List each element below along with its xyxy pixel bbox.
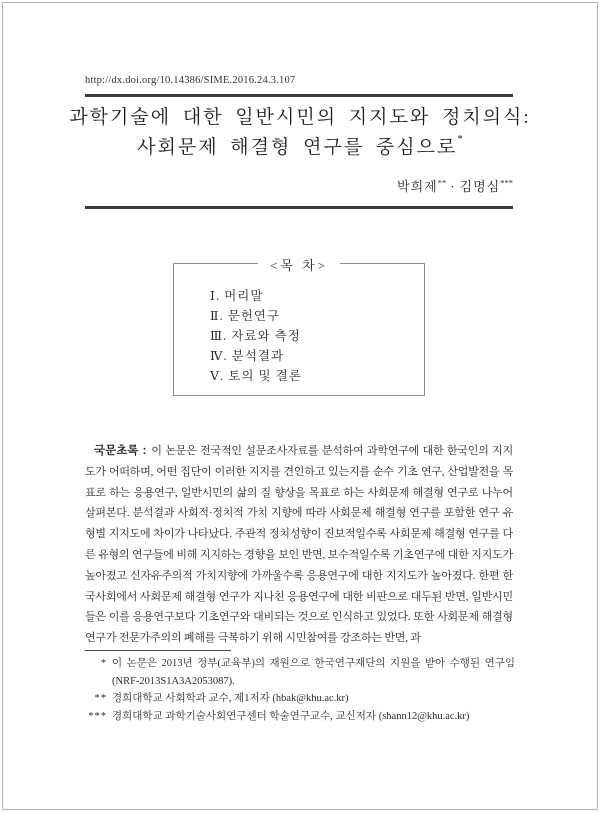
footnote-separator: [85, 650, 231, 651]
abstract-text: 이 논문은 전국적인 설문조사자료를 분석하여 과학연구에 대한 한국인의 지지도가 어떠하며, 어떤 집단이 이러한 지지를 견인하고 있는지를 순수 기초 연구, 산업발전을 목표로 하는 응용연구, 일반시민의 삶의 질 향상을 목표로 하는 사회문제 해결형 연구로 나누어 살펴본다. 분석결과 사회적·정치적 가치 지향에 따라 사회문제 해결형 연구를 포함한 연구 유형별 지지도에 차이가 나타났다. 주관적 정치성향이 진보적일수록 사회문제 해결형 연구를 다른 유형의 연구들에 비해 지지하는 경향을 보인 반면, 보수적일수록 기초연구에 대한 지지도가 높아졌고 신자유주의적 가치지향에 가까울수록 응용연구에 대한 지지도가 높아졌다. 한편 한국사회에서 사회문제 해결형 연구가 지나친 응용연구에 대한 비판으로 대두된 반면, 일반시민들은 이를 응용연구보다 기초연구와 대비되는 것으로 인식하고 있었다. 또한 사회문제 해결형 연구가 전문가주의의 폐해를 극복하기 위해 시민참여를 강조하는 반면, 과: [85, 445, 513, 645]
footnote-text: 경희대학교 사회학과 교수, 제1저자 (hbak@khu.ac.kr): [112, 693, 349, 704]
footnote-author-first: [85, 690, 515, 708]
title-line-1-text: 과학기술에 대한 일반시민의 지지도와 정치의식:: [69, 106, 531, 128]
footnote-funding: [85, 655, 515, 690]
title-line-1: [0, 100, 600, 130]
author-name-first: 박희제: [397, 179, 438, 194]
footnote-text: 이 논문은 2013년 정부(교육부)의 재원으로 한국연구재단의 지원을 받아 수행된 연구임 (NRF-2013S1A3A2053087).: [112, 658, 515, 687]
abstract-label: 국문초록 :: [94, 445, 147, 457]
title-line-2: 사회문제 해결형 연구를 중심으로 *: [137, 133, 463, 158]
footnotes-block: [85, 655, 515, 725]
doi-text: http://dx.doi.org/10.14386/SIME.2016.24.3.107: [85, 75, 296, 86]
authors-rule: [85, 206, 513, 209]
title-line-2-text: 사회문제 해결형 연구를 중심으로: [137, 136, 458, 158]
paper-title: [0, 100, 600, 160]
toc-list: [210, 286, 302, 386]
author-second-note-marker: ***: [500, 177, 513, 188]
author-first-note-marker: **: [437, 177, 447, 188]
authors-separator: ·: [450, 179, 456, 194]
footnote-marker: **: [94, 693, 107, 704]
toc-item-5: Ⅴ. 토의 및 결론: [210, 369, 302, 383]
toc-item-4: Ⅳ. 분석결과: [210, 349, 285, 363]
footnote-text: 경희대학교 과학기술사회연구센터 학술연구교수, 교신저자 (shann12@khu.ac.kr): [112, 710, 470, 722]
footnote-author-corresponding: [85, 708, 515, 726]
toc-item-1: Ⅰ. 머리말: [210, 289, 264, 303]
footnote-marker: ***: [88, 710, 107, 722]
header-rule: [85, 94, 513, 97]
author-name-second: 김명심: [459, 179, 501, 194]
toc-item-2: Ⅱ. 문헌연구: [210, 309, 281, 323]
authors-line: [85, 176, 513, 195]
toc-heading: <목 차>: [258, 255, 340, 274]
abstract-section: [85, 441, 513, 650]
toc-item-3: Ⅲ. 자료와 측정: [210, 329, 301, 343]
toc-box: [173, 258, 425, 396]
footnote-marker: *: [100, 658, 107, 669]
